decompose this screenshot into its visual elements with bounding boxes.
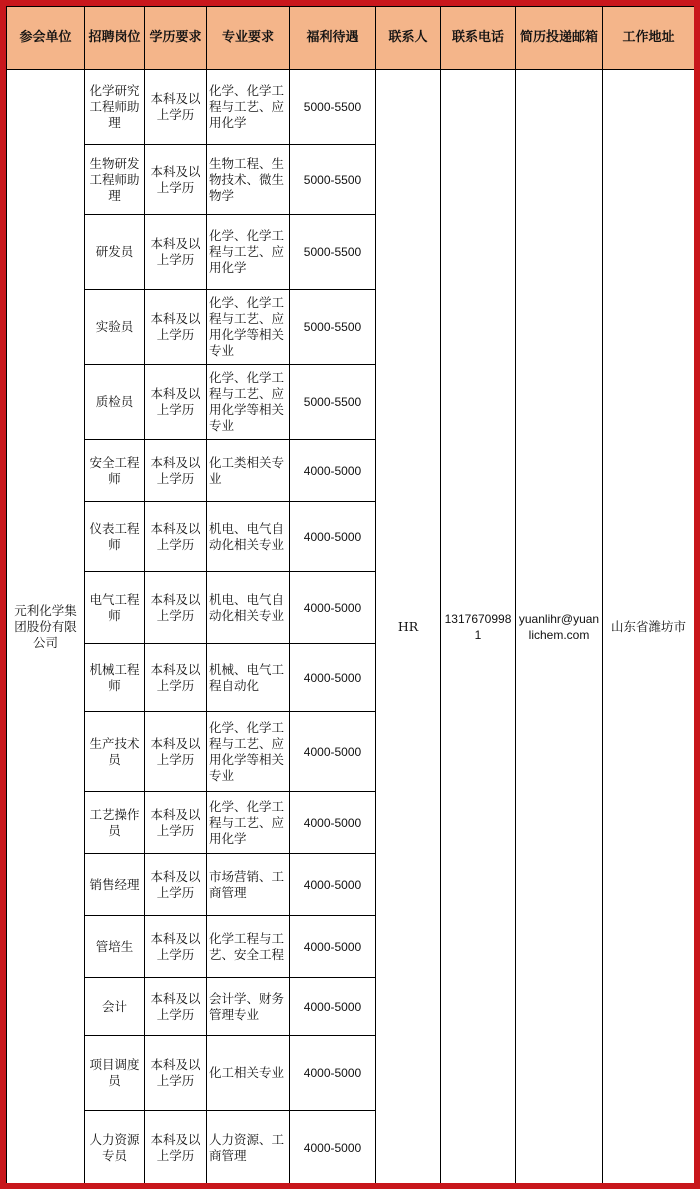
major-cell: 化学、化学工程与工艺、应用化学	[207, 792, 290, 854]
header-company: 参会单位	[7, 7, 85, 70]
salary-cell: 5000-5500	[290, 290, 376, 365]
education-cell: 本科及以上学历	[145, 215, 207, 290]
table-row	[7, 70, 695, 145]
major-cell: 人力资源、工商管理	[207, 1111, 290, 1184]
major-cell: 化学、化学工程与工艺、应用化学等相关专业	[207, 290, 290, 365]
position-cell: 化学研究工程师助理	[85, 70, 145, 145]
salary-cell: 4000-5000	[290, 440, 376, 502]
salary-cell: 5000-5500	[290, 365, 376, 440]
education-cell: 本科及以上学历	[145, 854, 207, 916]
education-cell: 本科及以上学历	[145, 145, 207, 215]
header-address: 工作地址	[603, 7, 695, 70]
major-cell: 市场营销、工商管理	[207, 854, 290, 916]
position-cell: 项目调度员	[85, 1036, 145, 1111]
major-cell: 化学工程与工艺、安全工程	[207, 916, 290, 978]
header-major: 专业要求	[207, 7, 290, 70]
salary-cell: 4000-5000	[290, 792, 376, 854]
major-cell: 生物工程、生物技术、微生物学	[207, 145, 290, 215]
position-cell: 销售经理	[85, 854, 145, 916]
education-cell: 本科及以上学历	[145, 1036, 207, 1111]
major-cell: 会计学、财务管理专业	[207, 978, 290, 1036]
salary-cell: 4000-5000	[290, 854, 376, 916]
position-cell: 安全工程师	[85, 440, 145, 502]
position-cell: 会计	[85, 978, 145, 1036]
education-cell: 本科及以上学历	[145, 644, 207, 712]
major-cell: 化学、化学工程与工艺、应用化学等相关专业	[207, 365, 290, 440]
salary-cell: 4000-5000	[290, 712, 376, 792]
major-cell: 机械、电气工程自动化	[207, 644, 290, 712]
position-cell: 生产技术员	[85, 712, 145, 792]
position-cell: 人力资源专员	[85, 1111, 145, 1184]
header-salary: 福利待遇	[290, 7, 376, 70]
address-cell: 山东省潍坊市	[603, 70, 695, 1184]
header-position: 招聘岗位	[85, 7, 145, 70]
education-cell: 本科及以上学历	[145, 502, 207, 572]
email-cell: yuanlihr@yuanlichem.com	[516, 70, 603, 1184]
header-row	[7, 7, 695, 70]
education-cell: 本科及以上学历	[145, 712, 207, 792]
salary-cell: 5000-5500	[290, 145, 376, 215]
salary-cell: 4000-5000	[290, 1036, 376, 1111]
salary-cell: 4000-5000	[290, 572, 376, 644]
position-cell: 管培生	[85, 916, 145, 978]
position-cell: 研发员	[85, 215, 145, 290]
education-cell: 本科及以上学历	[145, 792, 207, 854]
salary-cell: 4000-5000	[290, 978, 376, 1036]
company-cell: 元利化学集团股份有限公司	[7, 70, 85, 1184]
major-cell: 化工类相关专业	[207, 440, 290, 502]
salary-cell: 4000-5000	[290, 1111, 376, 1184]
major-cell: 机电、电气自动化相关专业	[207, 502, 290, 572]
position-cell: 工艺操作员	[85, 792, 145, 854]
education-cell: 本科及以上学历	[145, 1111, 207, 1184]
salary-cell: 4000-5000	[290, 916, 376, 978]
major-cell: 机电、电气自动化相关专业	[207, 572, 290, 644]
position-cell: 质检员	[85, 365, 145, 440]
salary-cell: 4000-5000	[290, 502, 376, 572]
major-cell: 化学、化学工程与工艺、应用化学	[207, 215, 290, 290]
salary-cell: 5000-5500	[290, 70, 376, 145]
recruitment-table	[6, 6, 694, 1183]
education-cell: 本科及以上学历	[145, 978, 207, 1036]
header-phone: 联系电话	[441, 7, 516, 70]
education-cell: 本科及以上学历	[145, 440, 207, 502]
table-body	[7, 70, 695, 1184]
major-cell: 化工相关专业	[207, 1036, 290, 1111]
position-cell: 仪表工程师	[85, 502, 145, 572]
position-cell: 电气工程师	[85, 572, 145, 644]
education-cell: 本科及以上学历	[145, 916, 207, 978]
position-cell: 机械工程师	[85, 644, 145, 712]
education-cell: 本科及以上学历	[145, 290, 207, 365]
position-cell: 生物研发工程师助理	[85, 145, 145, 215]
education-cell: 本科及以上学历	[145, 365, 207, 440]
position-cell: 实验员	[85, 290, 145, 365]
salary-cell: 4000-5000	[290, 644, 376, 712]
education-cell: 本科及以上学历	[145, 70, 207, 145]
header-contact: 联系人	[376, 7, 441, 70]
phone-cell: 13176709981	[441, 70, 516, 1184]
salary-cell: 5000-5500	[290, 215, 376, 290]
header-education: 学历要求	[145, 7, 207, 70]
recruitment-sheet	[6, 6, 694, 1183]
major-cell: 化学、化学工程与工艺、应用化学等相关专业	[207, 712, 290, 792]
header-email: 简历投递邮箱	[516, 7, 603, 70]
major-cell: 化学、化学工程与工艺、应用化学	[207, 70, 290, 145]
education-cell: 本科及以上学历	[145, 572, 207, 644]
contact-cell: HR	[376, 70, 441, 1184]
